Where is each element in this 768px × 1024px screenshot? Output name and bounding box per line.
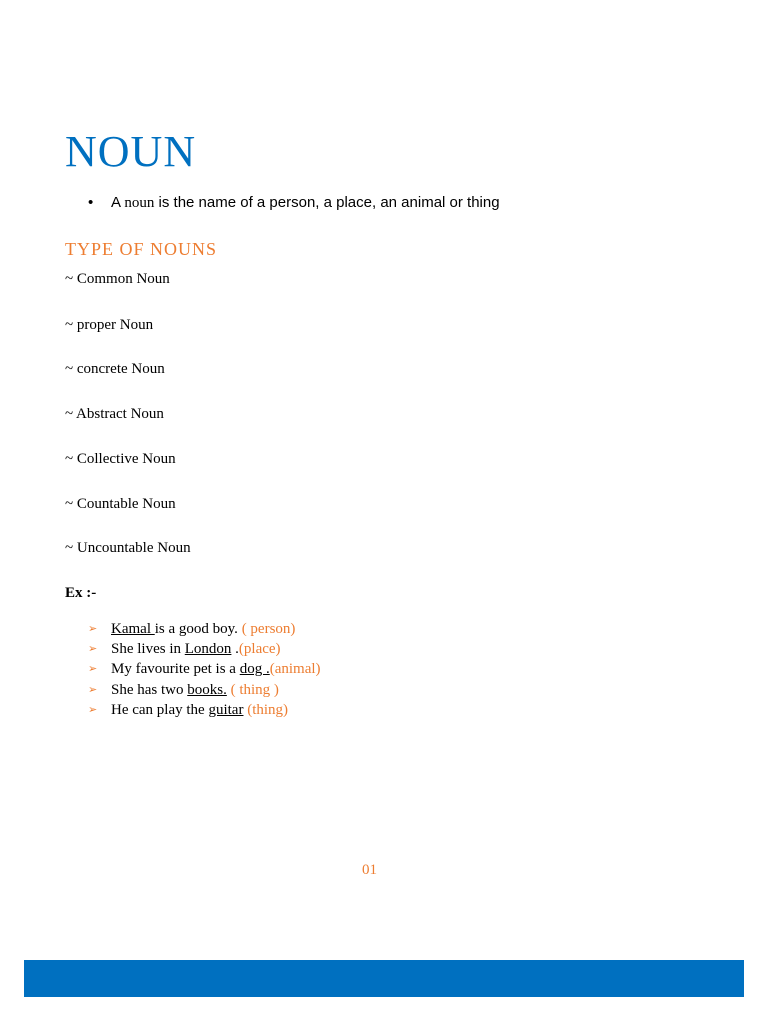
example-before: She has two bbox=[111, 681, 188, 698]
example-tag: (animal) bbox=[269, 661, 321, 678]
page-title: NOUN bbox=[65, 127, 197, 176]
type-item-abstract: ~ Abstract Noun bbox=[65, 406, 164, 422]
page-number: 01 bbox=[362, 862, 377, 878]
example-underlined-word: books. bbox=[187, 681, 227, 698]
example-underlined-word: London bbox=[184, 641, 232, 658]
arrow-bullet-icon: ➢ bbox=[88, 702, 98, 716]
definition-prefix: A bbox=[111, 194, 125, 211]
definition-noun-word: noun bbox=[124, 195, 155, 211]
arrow-bullet-icon: ➢ bbox=[88, 622, 98, 635]
type-item-proper: ~ proper Noun bbox=[65, 317, 154, 333]
example-before: He can play the bbox=[111, 701, 209, 718]
examples-label: Ex :- bbox=[65, 585, 97, 601]
type-item-countable: ~ Countable Noun bbox=[65, 496, 176, 512]
example-item bbox=[88, 639, 321, 659]
example-item bbox=[88, 619, 321, 639]
arrow-bullet-icon: ➢ bbox=[88, 642, 98, 656]
examples-list bbox=[88, 619, 321, 720]
example-underlined-word: Kamal bbox=[111, 621, 155, 637]
definition-text: is the name of a person, a place, an animal or thing bbox=[154, 194, 500, 211]
definition-bullet bbox=[88, 193, 500, 213]
example-after: is a good boy. bbox=[154, 621, 242, 637]
example-item bbox=[88, 659, 321, 679]
example-before: She lives in bbox=[111, 641, 185, 658]
bullet-icon: • bbox=[88, 194, 94, 211]
type-item-common: ~ Common Noun bbox=[65, 271, 170, 287]
example-before: My favourite pet is a bbox=[111, 661, 240, 678]
type-item-uncountable: ~ Uncountable Noun bbox=[65, 540, 191, 556]
type-item-collective: ~ Collective Noun bbox=[65, 451, 176, 467]
arrow-bullet-icon: ➢ bbox=[88, 662, 98, 676]
type-item-concrete: ~ concrete Noun bbox=[65, 361, 165, 377]
example-tag: ( thing ) bbox=[230, 681, 279, 698]
example-item bbox=[88, 700, 321, 720]
example-item bbox=[88, 680, 321, 700]
arrow-bullet-icon: ➢ bbox=[88, 682, 98, 696]
types-heading: TYPE OF NOUNS bbox=[65, 239, 218, 259]
example-tag: (thing) bbox=[247, 701, 289, 718]
footer-bar bbox=[24, 960, 744, 997]
example-tag: (place) bbox=[238, 641, 281, 658]
example-underlined-word: guitar bbox=[208, 701, 244, 718]
example-tag: ( person) bbox=[241, 621, 296, 637]
example-after: . bbox=[231, 641, 239, 658]
example-underlined-word: dog . bbox=[239, 661, 270, 678]
